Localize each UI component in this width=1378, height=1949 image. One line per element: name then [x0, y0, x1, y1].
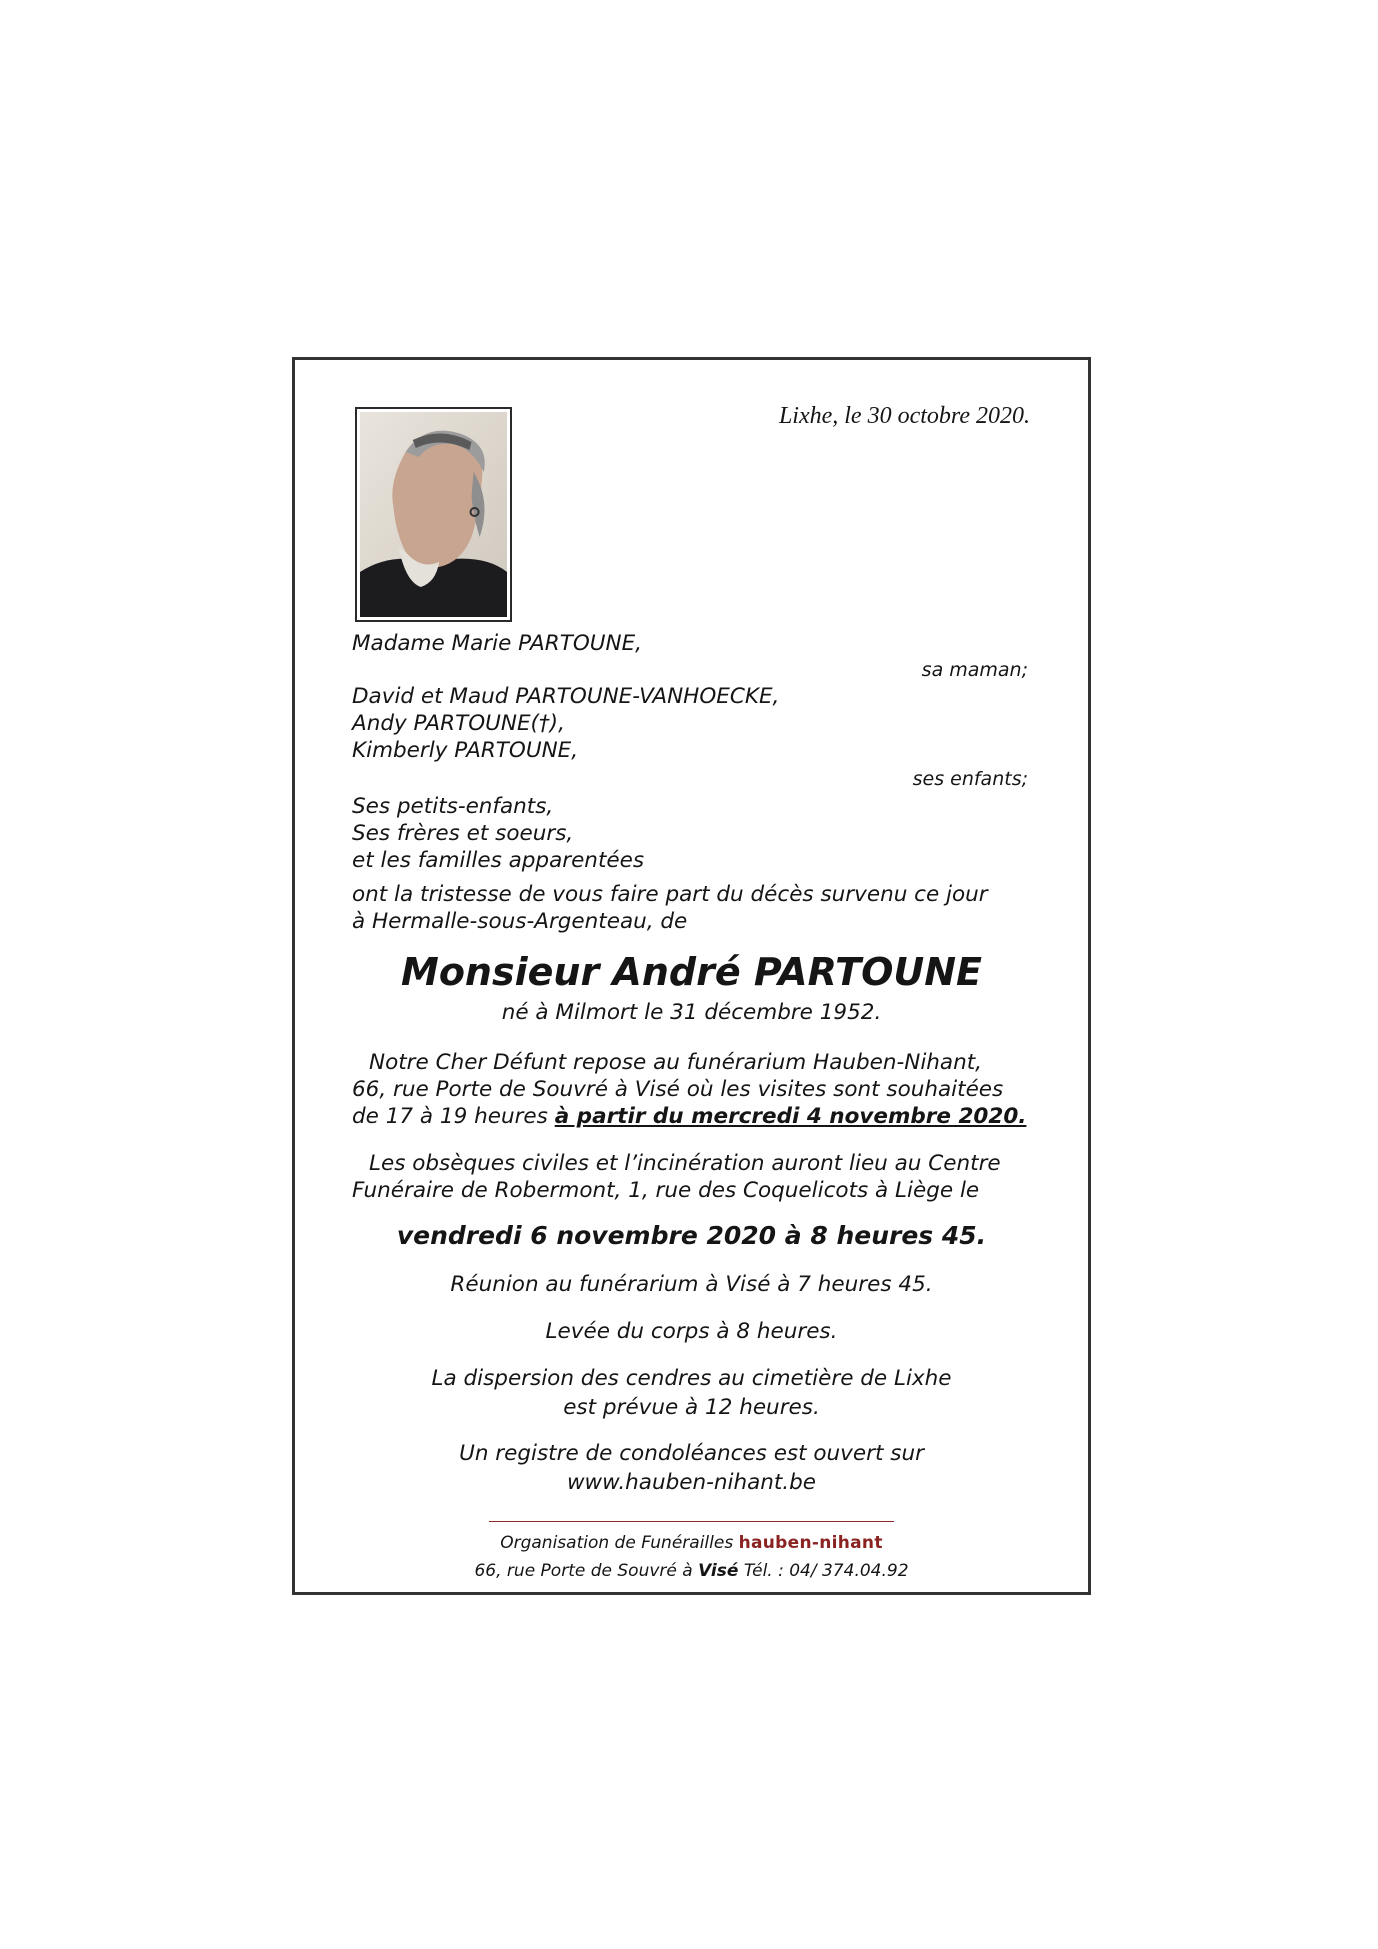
- child-3: Kimberly PARTOUNE,: [352, 738, 579, 763]
- date-line: Lixhe, le 30 octobre 2020.: [778, 403, 1030, 429]
- mother-name: Madame Marie PARTOUNE,: [352, 631, 642, 656]
- birth-line: né à Milmort le 31 décembre 1952.: [501, 1000, 882, 1025]
- dispersion-line-1: La dispersion des cendres au cimetière de Lixhe: [431, 1366, 952, 1391]
- dispersion-line-2: est prévue à 12 heures.: [563, 1395, 820, 1420]
- child-2: Andy PARTOUNE(†),: [352, 711, 565, 736]
- visit-start-date: à partir du mercredi 4 novembre 2020.: [554, 1104, 1027, 1129]
- siblings: Ses frères et soeurs,: [352, 821, 574, 846]
- relatives: et les familles apparentées: [352, 848, 645, 873]
- rest-line-1: Notre Cher Défunt repose au funérarium Hauben-Nihant,: [369, 1050, 983, 1075]
- rest-line-3: [352, 1103, 1026, 1130]
- announcement-line-2: à Hermalle-sous-Argenteau, de: [352, 909, 688, 934]
- ceremony-line-2: Funéraire de Robermont, 1, rue des Coquelicots à Liège le: [352, 1178, 980, 1203]
- ceremony-line-1: Les obsèques civiles et l’incinération auront lieu au Centre: [369, 1151, 1001, 1176]
- deceased-name: Monsieur André PARTOUNE: [401, 950, 982, 994]
- register-website: www.hauben-nihant.be: [566, 1470, 817, 1495]
- announcement-line-1: ont la tristesse de vous faire part du décès survenu ce jour: [352, 882, 988, 907]
- levee-line: Levée du corps à 8 heures.: [545, 1319, 838, 1344]
- footer-phone: Tél. : 04/ 374.04.92: [738, 1561, 909, 1581]
- portrait-photo: [355, 407, 512, 622]
- footer-org-prefix: Organisation de Funérailles: [500, 1533, 739, 1553]
- footer-address-start: 66, rue Porte de Souvré à: [474, 1561, 699, 1581]
- brand-logo: hauben-nihant: [738, 1533, 883, 1553]
- ceremony-date: vendredi 6 novembre 2020 à 8 heures 45.: [396, 1221, 987, 1250]
- rest-line-3-start: de 17 à 19 heures: [352, 1104, 555, 1129]
- child-1: David et Maud PARTOUNE-VANHOECKE,: [352, 684, 780, 709]
- meeting-line: Réunion au funérarium à Visé à 7 heures 45.: [450, 1272, 933, 1297]
- footer-organisation: [292, 1530, 1091, 1556]
- children-role: ses enfants;: [912, 768, 1028, 790]
- footer-address: [292, 1558, 1091, 1584]
- mother-role: sa maman;: [921, 659, 1028, 681]
- grandchildren: Ses petits-enfants,: [352, 794, 554, 819]
- register-line: Un registre de condoléances est ouvert sur: [459, 1441, 924, 1466]
- footer-divider: [489, 1521, 894, 1522]
- footer-city: Visé: [698, 1561, 739, 1581]
- rest-line-2: 66, rue Porte de Souvré à Visé où les visites sont souhaitées: [352, 1077, 1004, 1102]
